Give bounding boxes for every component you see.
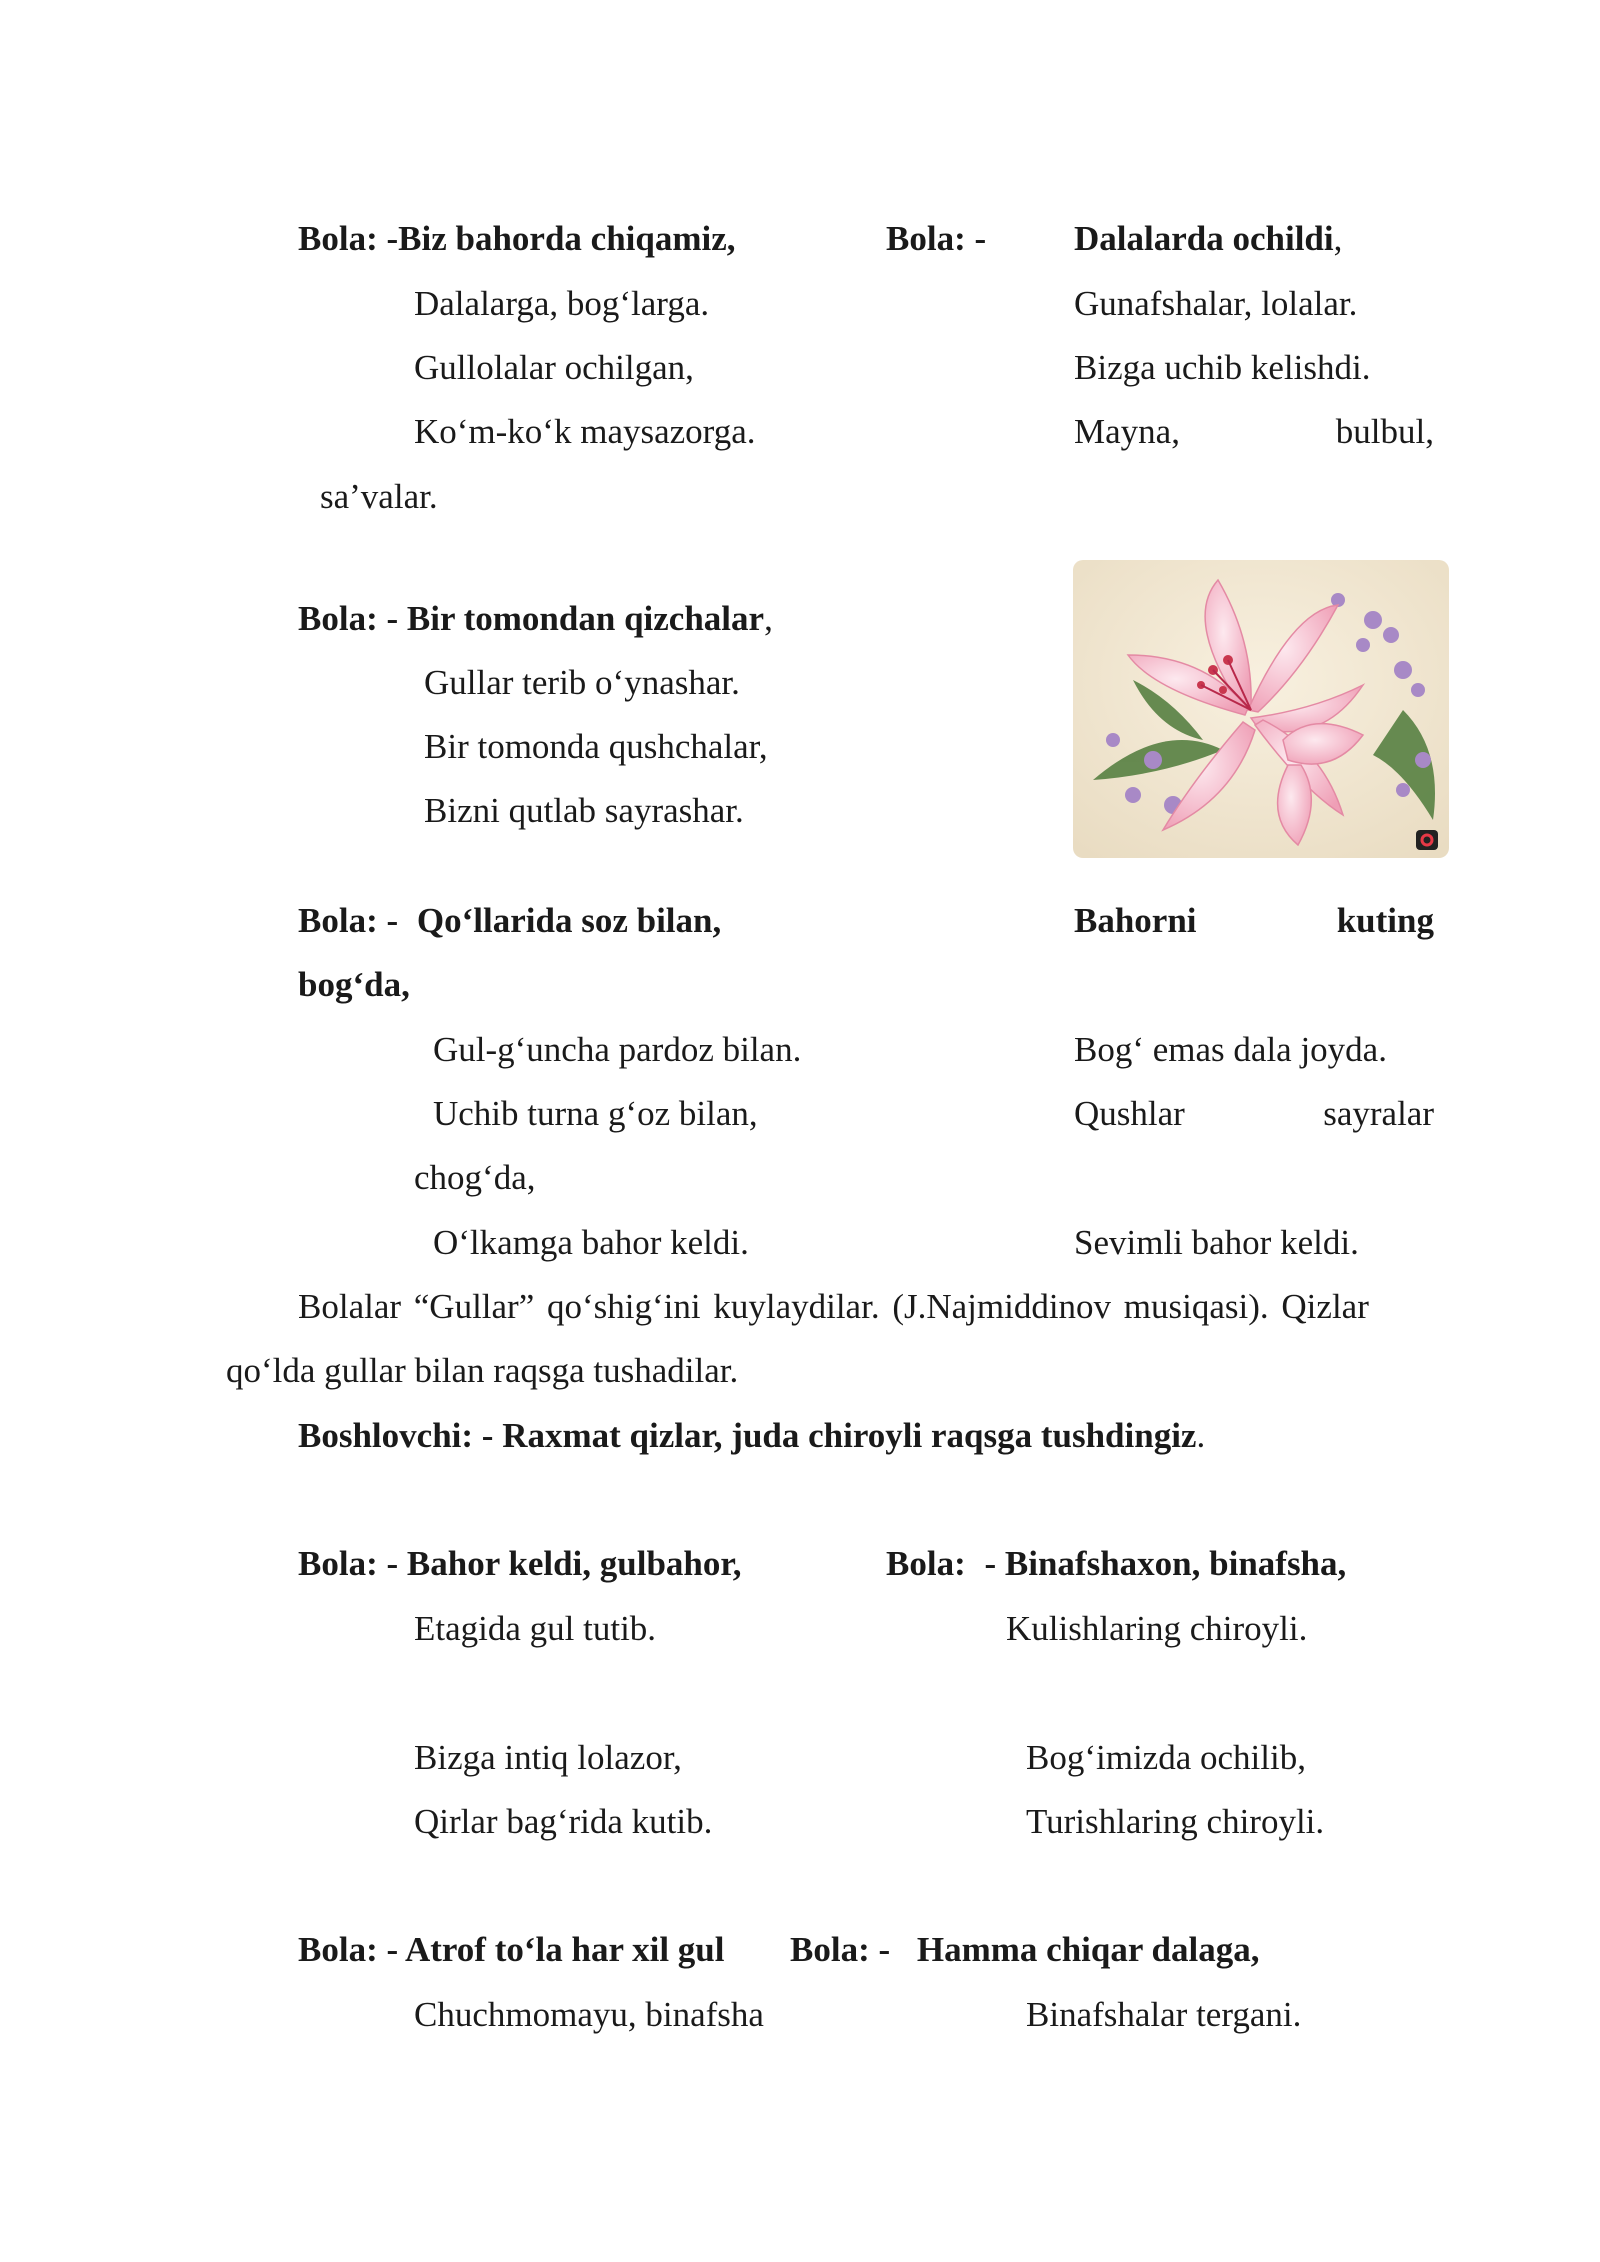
block4-left-first-line (298, 1546, 741, 1581)
word: Bahorni (1074, 901, 1197, 940)
block2-first-line (298, 601, 773, 636)
block5-right-first-line (790, 1932, 1259, 1967)
punctuation: . (1196, 1416, 1206, 1455)
verse-line: Bahor keldi, gulbahor, (406, 1544, 742, 1583)
speaker-label: Bola: - (790, 1930, 891, 1969)
verse-line: Kulishlaring chiroyli. (1006, 1609, 1308, 1648)
narration-text: Bolalar “Gullar” qo‘shig‘ini kuylaydilar. (J.Najmiddinov musiqasi). Qizlar (298, 1287, 1369, 1326)
word: Mayna, (1074, 412, 1180, 451)
verse-line: Bog‘ emas dala joyda. (1074, 1030, 1387, 1069)
verse-line: Hamma chiqar dalaga, (916, 1930, 1260, 1969)
speaker-label: Bola: - (298, 599, 399, 638)
speaker-label: Bola: - (298, 219, 399, 258)
speaker-label: Bola: - (886, 219, 987, 258)
verse-line: Gul-g‘uncha pardoz bilan. (433, 1030, 802, 1069)
justified-verse-line (1074, 1096, 1434, 1131)
host-speech: Boshlovchi: - Raxmat qizlar, juda chiroyli raqsga tushdingiz (298, 1416, 1197, 1455)
verse-line: Bizni qutlab sayrashar. (424, 791, 744, 830)
speaker-label: Bola: - (298, 901, 399, 940)
verse-line: Bir tomondan qizchalar (406, 599, 765, 638)
block5-left-first-line (298, 1932, 725, 1967)
justified-verse-line (1074, 903, 1434, 938)
gd-logo-icon (1416, 830, 1438, 850)
block1-left-first-line (298, 221, 736, 256)
verse-line: Ko‘m-ko‘k maysazorga. (414, 412, 756, 451)
verse-line: Bizga intiq lolazor, (414, 1738, 682, 1777)
verse-line: Uchib turna g‘oz bilan, (433, 1094, 758, 1133)
block1-right-first-line (1074, 221, 1342, 256)
flower-bouquet-image (1073, 560, 1449, 858)
verse-line-overflow: bog‘da, (298, 965, 410, 1004)
punctuation: , (1333, 219, 1343, 258)
justified-verse-line (1074, 414, 1434, 449)
verse-line: Biz bahorda chiqamiz, (398, 219, 736, 258)
verse-line-overflow: sa’valar. (320, 477, 438, 516)
verse-line: Gullar terib o‘ynashar. (424, 663, 740, 702)
verse-line: Bog‘imizda ochilib, (1026, 1738, 1306, 1777)
verse-line: - Binafshaxon, binafsha, (984, 1544, 1347, 1583)
punctuation: , (764, 599, 773, 638)
verse-line-overflow: chog‘da, (414, 1158, 536, 1197)
verse-line: Bir tomonda qushchalar, (424, 727, 768, 766)
verse-line: Turishlaring chiroyli. (1026, 1802, 1325, 1841)
word: sayralar (1323, 1094, 1434, 1133)
speaker-label: Bola: (886, 1544, 966, 1583)
verse-line: Binafshalar tergani. (1026, 1995, 1302, 2034)
verse-line: Qo‘llarida soz bilan, (416, 901, 722, 940)
verse-line: Dalalarga, bog‘larga. (414, 284, 710, 323)
word: kuting (1336, 901, 1434, 940)
verse-line: Dalalarda ochildi (1074, 219, 1334, 258)
speaker-label: Bola: - (298, 1544, 399, 1583)
narration-line (298, 1289, 1432, 1324)
verse-line: Etagida gul tutib. (414, 1609, 657, 1648)
verse-line: Gullolalar ochilgan, (414, 348, 694, 387)
speaker-label: Bola: - (298, 1930, 399, 1969)
verse-line: Bizga uchib kelishdi. (1074, 348, 1371, 387)
verse-line: Qirlar bag‘rida kutib. (414, 1802, 713, 1841)
host-line (298, 1418, 1205, 1453)
word: Qushlar (1074, 1094, 1185, 1133)
verse-line: Sevimli bahor keldi. (1074, 1223, 1359, 1262)
verse-line: Chuchmomayu, binafsha (414, 1995, 764, 2034)
verse-line: Gunafshalar, lolalar. (1074, 284, 1358, 323)
word: bulbul, (1335, 412, 1434, 451)
verse-line: Atrof to‘la har xil gul (404, 1930, 725, 1969)
block4-right-first-line (886, 1546, 1346, 1581)
block3-left-first-line (298, 903, 721, 938)
verse-line: O‘lkamga bahor keldi. (433, 1223, 749, 1262)
narration-line: qo‘lda gullar bilan raqsga tushadilar. (226, 1351, 739, 1390)
